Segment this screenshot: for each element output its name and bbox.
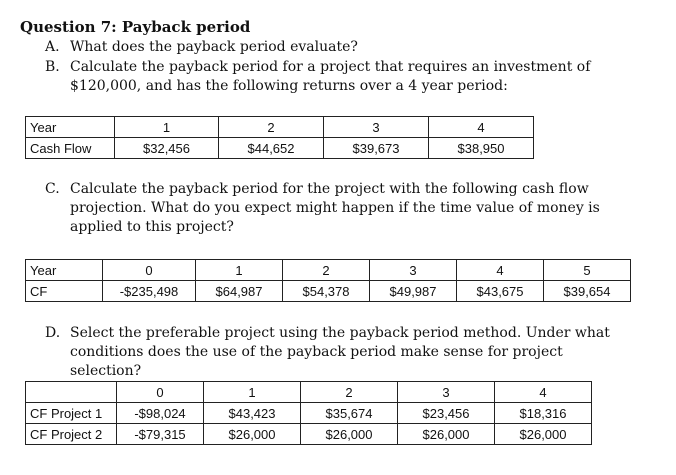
- question-d-line2: conditions does the use of the payback period make sense for project: [70, 344, 563, 360]
- value-cell: $64,987: [196, 281, 283, 302]
- question-d-line3: selection?: [70, 363, 142, 379]
- value-cell: $26,000: [301, 424, 398, 445]
- year-cell: 4: [457, 260, 544, 281]
- row-label: Year: [26, 117, 115, 138]
- row-label: Year: [26, 260, 103, 281]
- table-row: [26, 281, 631, 302]
- value-cell: $32,456: [115, 138, 219, 159]
- year-cell: 1: [196, 260, 283, 281]
- value-cell: $54,378: [283, 281, 370, 302]
- value-cell: $43,675: [457, 281, 544, 302]
- row-label: Cash Flow: [26, 138, 115, 159]
- year-cell: 2: [219, 117, 324, 138]
- year-cell: 4: [495, 382, 592, 403]
- value-cell: $43,423: [204, 403, 301, 424]
- year-cell: 1: [204, 382, 301, 403]
- question-b-line1: Calculate the payback period for a project that requires an investment of: [70, 59, 591, 75]
- value-cell: $49,987: [370, 281, 457, 302]
- table-row: [26, 403, 592, 424]
- question-a: [45, 38, 665, 57]
- value-cell: -$79,315: [117, 424, 204, 445]
- year-cell: 3: [370, 260, 457, 281]
- question-b-line2: $120,000, and has the following returns over a 4 year period:: [70, 78, 508, 94]
- project-comparison-table: [25, 381, 592, 445]
- question-a-label: A.: [45, 39, 60, 55]
- question-a-text: What does the payback period evaluate?: [70, 39, 358, 55]
- value-cell: $39,654: [544, 281, 631, 302]
- question-title: Question 7: Payback period: [20, 18, 251, 36]
- year-cell: 5: [544, 260, 631, 281]
- table-row: [26, 382, 592, 403]
- value-cell: -$98,024: [117, 403, 204, 424]
- year-cell: 2: [283, 260, 370, 281]
- question-d: [45, 324, 665, 381]
- cash-flow-table-1: [25, 116, 534, 159]
- question-d-label: D.: [45, 325, 61, 341]
- question-c-line2: projection. What do you expect might happen if the time value of money is: [70, 200, 600, 216]
- year-cell: 2: [301, 382, 398, 403]
- value-cell: $26,000: [204, 424, 301, 445]
- question-c: [45, 180, 665, 237]
- table-row: [26, 424, 592, 445]
- value-cell: -$235,498: [103, 281, 196, 302]
- year-cell: 4: [429, 117, 534, 138]
- year-cell: 3: [324, 117, 429, 138]
- value-cell: $26,000: [495, 424, 592, 445]
- table-row: [26, 260, 631, 281]
- question-b: [45, 58, 665, 96]
- value-cell: $26,000: [398, 424, 495, 445]
- year-cell: 0: [117, 382, 204, 403]
- table-row: [26, 138, 534, 159]
- value-cell: $38,950: [429, 138, 534, 159]
- row-label: CF Project 2: [26, 424, 117, 445]
- value-cell: $39,673: [324, 138, 429, 159]
- year-cell: 0: [103, 260, 196, 281]
- value-cell: $23,456: [398, 403, 495, 424]
- question-c-line1: Calculate the payback period for the project with the following cash flow: [70, 181, 589, 197]
- year-cell: 1: [115, 117, 219, 138]
- question-b-label: B.: [45, 59, 60, 75]
- row-label: CF Project 1: [26, 403, 117, 424]
- corner-cell: [26, 382, 117, 403]
- question-d-line1: Select the preferable project using the payback period method. Under what: [70, 325, 610, 341]
- value-cell: $35,674: [301, 403, 398, 424]
- question-c-label: C.: [45, 181, 60, 197]
- cash-flow-table-2: [25, 259, 631, 302]
- row-label: CF: [26, 281, 103, 302]
- table-row: [26, 117, 534, 138]
- question-c-line3: applied to this project?: [70, 219, 234, 235]
- value-cell: $44,652: [219, 138, 324, 159]
- year-cell: 3: [398, 382, 495, 403]
- value-cell: $18,316: [495, 403, 592, 424]
